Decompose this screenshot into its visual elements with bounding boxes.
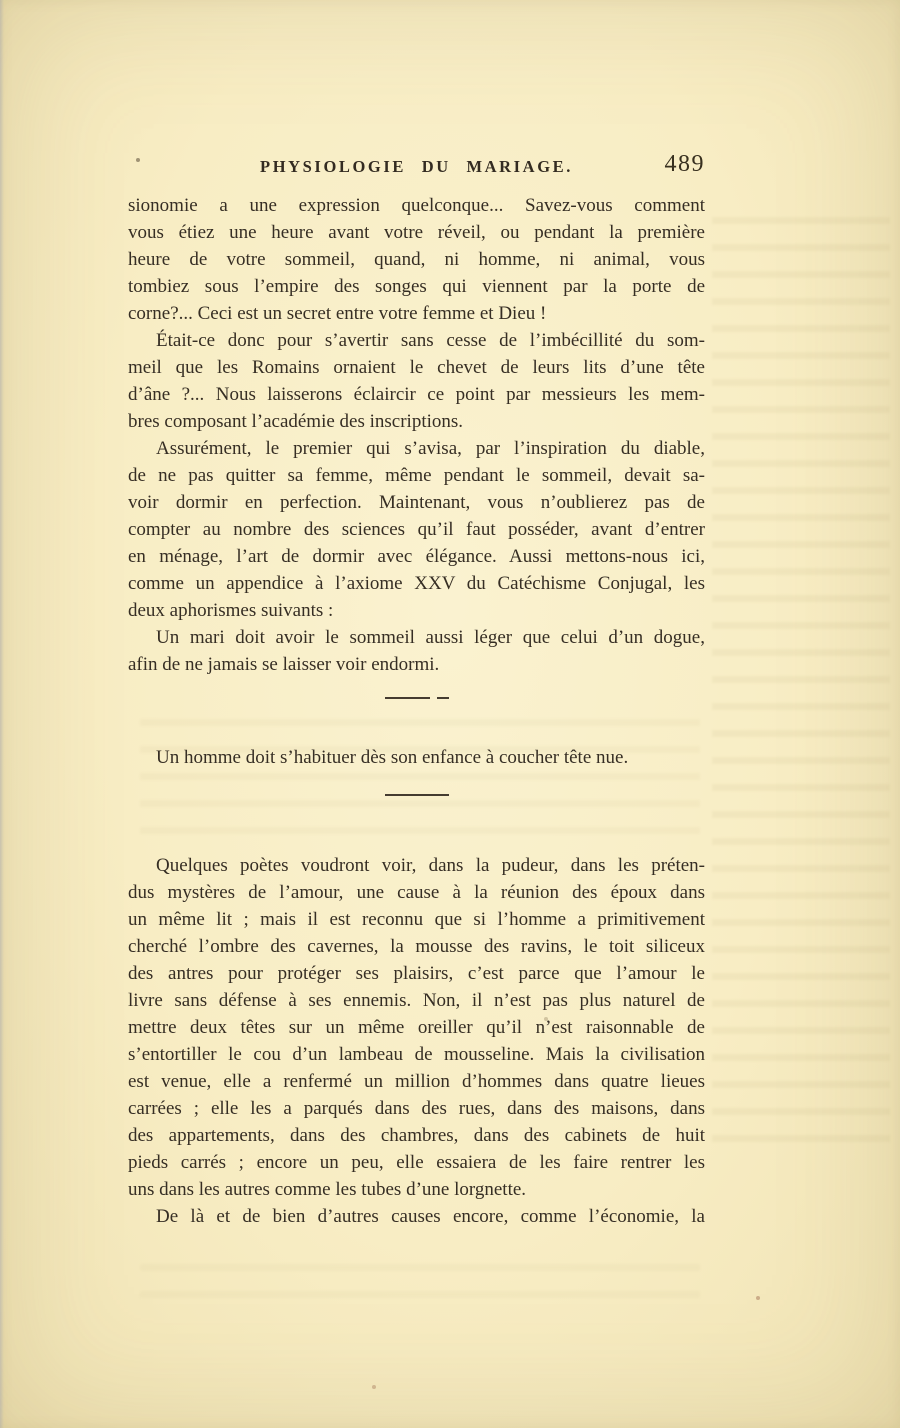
text-line: Un mari doit avoir le sommeil aussi léger que celui d’un dogue, [156, 627, 705, 648]
text-line: tombiez sous l’empire des songes qui viennent par la porte de [128, 276, 705, 297]
text-line: d’âne ?... Nous laisserons éclaircir ce point par messieurs les mem- [128, 384, 705, 405]
text-line: sionomie a une expression quelconque... Savez-vous comment [128, 195, 705, 216]
text-line: heure de votre sommeil, quand, ni homme, ni animal, vous [128, 249, 705, 270]
text-line: Quelques poètes voudront voir, dans la pudeur, dans les préten- [156, 855, 705, 876]
text-line: bres composant l’académie des inscriptions. [128, 411, 464, 432]
text-line: dus mystères de l’amour, une cause à la réunion des époux dans [128, 882, 705, 903]
page-number: 489 [664, 151, 705, 177]
text-line: un même lit ; mais il est reconnu que si l’homme a primitivement [128, 909, 705, 930]
text-line: est venue, elle a renfermé un million d’hommes dans quatre lieues [128, 1071, 705, 1092]
text-line: comme un appendice à l’axiome XXV du Catéchisme Conjugal, les [128, 573, 705, 594]
text-line: Assurément, le premier qui s’avisa, par l’inspiration du diable, [156, 438, 705, 459]
text-line: Était-ce donc pour s’avertir sans cesse de l’imbécillité du som- [156, 330, 705, 351]
page-header [128, 151, 705, 181]
text-line: s’entortiller le cou d’un lambeau de mousseline. Mais la civilisation [128, 1044, 705, 1065]
text-line: voir dormir en perfection. Maintenant, vous n’oublierez pas de [128, 492, 705, 513]
text-line: de ne pas quitter sa femme, même pendant le sommeil, devait sa- [128, 465, 705, 486]
text-line: De là et de bien d’autres causes encore, comme l’économie, la [156, 1206, 705, 1227]
text-line: corne?... Ceci est un secret entre votre femme et Dieu ! [128, 303, 547, 324]
text-line: carrées ; elle les a parqués dans des rues, dans des maisons, dans [128, 1098, 705, 1119]
text-line: vous étiez une heure avant votre réveil, ou pendant la première [128, 222, 705, 243]
running-title: PHYSIOLOGIE DU MARIAGE. [260, 157, 573, 176]
text-line: mettre deux têtes sur un même oreiller qu’il n’est raisonnable de [128, 1017, 705, 1038]
page-bleedthrough [140, 1245, 700, 1315]
section-rule [128, 794, 705, 796]
page-bleedthrough [712, 198, 890, 1148]
text-line: meil que les Romains ornaient le chevet de leurs lits d’une tête [128, 357, 705, 378]
text-line: des appartements, dans des chambres, dans des cabinets de huit [128, 1125, 705, 1146]
text-line: Un homme doit s’habituer dès son enfance à coucher tête nue. [156, 747, 629, 768]
text-block [128, 192, 705, 1230]
text-line: uns dans les autres comme les tubes d’une lorgnette. [128, 1179, 527, 1200]
text-line: compter au nombre des sciences qu’il faut posséder, avant d’entrer [128, 519, 705, 540]
rule-segment [385, 794, 449, 796]
text-line: afin de ne jamais se laisser voir endormi. [128, 654, 440, 675]
text-line: deux aphorismes suivants : [128, 600, 334, 621]
section-rule [128, 697, 705, 699]
text-line: cherché l’ombre des cavernes, la mousse des ravins, le toit siliceux [128, 936, 705, 957]
rule-segment [385, 697, 430, 699]
text-line: pieds carrés ; encore un peu, elle essaiera de les faire rentrer les [128, 1152, 705, 1173]
text-line: livre sans défense à ses ennemis. Non, il n’est pas plus naturel de [128, 990, 705, 1011]
rule-segment [437, 697, 449, 699]
text-line: des antres pour protéger ses plaisirs, c’est parce que l’amour le [128, 963, 705, 984]
text-line: en ménage, l’art de dormir avec élégance. Aussi mettons-nous ici, [128, 546, 705, 567]
scan-edge [0, 0, 4, 1428]
